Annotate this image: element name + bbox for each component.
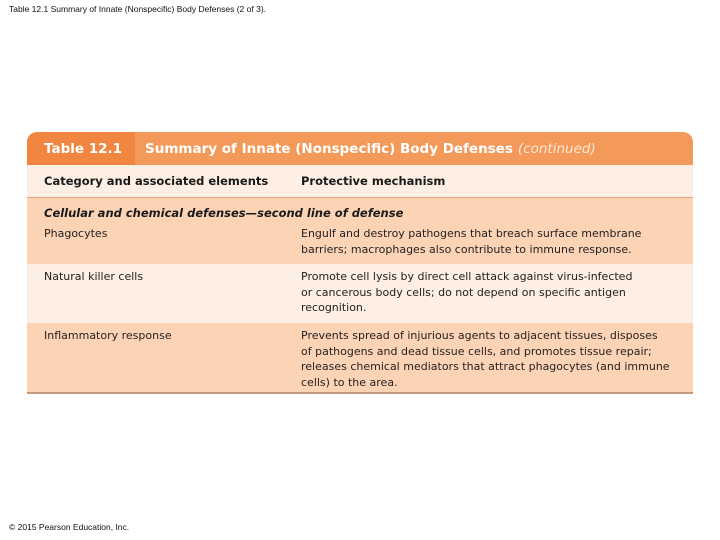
table-row bbox=[27, 264, 693, 323]
mechanism-line: or cancerous body cells; do not depend on specific antigen bbox=[301, 285, 626, 299]
table-number: Table 12.1 bbox=[27, 132, 135, 165]
slide-title: Table 12.1 Summary of Innate (Nonspecific) Body Defenses (2 of 3). bbox=[9, 4, 267, 14]
row-mechanism bbox=[301, 220, 693, 264]
table-header bbox=[27, 132, 693, 165]
row-mechanism bbox=[301, 264, 693, 323]
table-row bbox=[27, 220, 693, 264]
column-header-mechanism: Protective mechanism bbox=[301, 174, 446, 188]
mechanism-line: Engulf and destroy pathogens that breach surface membrane bbox=[301, 227, 642, 240]
table-title: Summary of Innate (Nonspecific) Body Defenses bbox=[145, 140, 513, 157]
table-row bbox=[27, 323, 693, 392]
mechanism-line: Promote cell lysis by direct cell attack against virus-infected bbox=[301, 270, 633, 283]
table-title-suffix: (continued) bbox=[517, 140, 596, 157]
section-heading: Cellular and chemical defenses—second line of defense bbox=[27, 198, 693, 220]
row-category: Inflammatory response bbox=[44, 329, 172, 342]
defenses-table bbox=[27, 132, 693, 394]
mechanism-line: of pathogens and dead tissue cells, and promotes tissue repair; bbox=[301, 344, 652, 358]
copyright-footer: © 2015 Pearson Education, Inc. bbox=[9, 522, 130, 532]
mechanism-line: releases chemical mediators that attract phagocytes (and immune bbox=[301, 360, 670, 373]
mechanism-line: recognition. bbox=[301, 301, 367, 314]
mechanism-line: Prevents spread of injurious agents to adjacent tissues, disposes bbox=[301, 329, 658, 342]
column-header-category: Category and associated elements bbox=[44, 174, 269, 188]
mechanism-line: barriers; macrophages also contribute to immune response. bbox=[301, 242, 632, 256]
row-category: Natural killer cells bbox=[44, 270, 144, 283]
column-header-row bbox=[27, 165, 693, 198]
row-category: Phagocytes bbox=[44, 227, 108, 240]
table-title-wrap bbox=[135, 132, 693, 165]
mechanism-line: cells) to the area. bbox=[301, 375, 398, 389]
row-mechanism bbox=[301, 323, 693, 392]
